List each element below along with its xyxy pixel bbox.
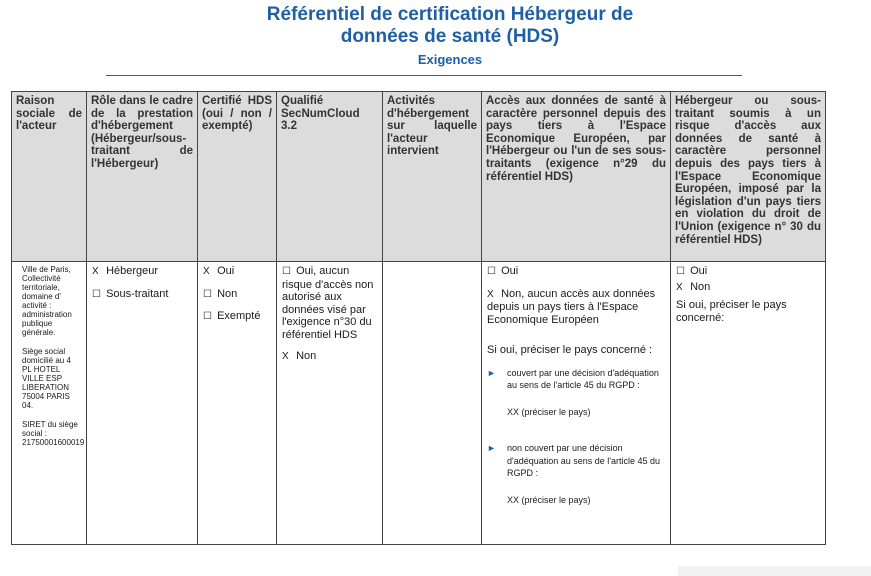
unchecked-box-icon: ☐ [676,266,685,277]
title-divider [106,75,742,76]
header-actor: Raison sociale de l'acteur [12,92,87,262]
option-label: Exempté [217,310,261,322]
checked-box-icon: X [282,351,289,362]
checked-box-icon: X [676,281,683,293]
cell-third-country-access [482,262,671,545]
option-label: Non, aucun accès aux données depuis un pays tiers à l'Espace Economique Européen [487,287,656,326]
certified-option-oui[interactable] [203,265,271,279]
option-label: Non [296,350,317,362]
secnum-option-oui[interactable] [282,265,377,341]
actor-siret: SIRET du siège social : 21750001600019 [22,420,85,447]
unchecked-box-icon: ☐ [203,288,212,300]
option-label: Oui [501,265,519,277]
certified-option-exempte[interactable] [203,310,271,324]
requirements-table [11,91,826,545]
option-label: Oui [217,265,235,277]
role-option-sous-traitant[interactable] [92,288,192,302]
unchecked-box-icon: ☐ [487,266,496,277]
risk-option-non[interactable] [676,281,820,295]
option-label: Sous-traitant [106,287,169,300]
risk-country-note: Si oui, préciser le pays concerné: [676,299,787,324]
arrow-bullet-icon: ► [487,367,496,378]
role-option-hebergeur[interactable] [92,265,192,279]
arrow-bullet-icon: ► [487,443,496,453]
country-placeholder[interactable]: XX (préciser le pays) [507,494,591,505]
certified-option-non[interactable] [203,288,271,302]
option-label: Non [690,280,711,293]
access-bullet-adequate [487,367,665,419]
secnum-option-non[interactable] [282,350,377,364]
option-label: Oui [690,265,708,277]
bullet-text: non couvert par une décision d'adéquation au sens de l'article 45 du RGPD : [507,443,661,478]
checked-box-icon: X [92,266,99,277]
page-corner-shade [678,566,871,576]
cell-third-country-risk [671,262,826,545]
unchecked-box-icon: ☐ [92,288,101,300]
unchecked-box-icon: ☐ [282,266,291,277]
country-placeholder[interactable]: XX (préciser le pays) [507,406,591,417]
cell-secnumcloud [277,262,383,545]
option-label: Non [217,287,238,300]
cell-actor [12,262,87,545]
header-third-country-access: Accès aux données de santé à caractère personnel depuis des pays tiers à l'Espace Economique Européen, par l'Hébergeur ou l'un de ses sous-traitants (exigence n°29 du référentiel HDS) [482,92,671,262]
cell-role [87,262,198,545]
unchecked-box-icon: ☐ [203,311,212,322]
access-country-note: Si oui, préciser le pays concerné : [487,344,653,356]
actor-address: Siège social domicilié au 4 PL HOTEL VILLE ESP LIBERATION 75004 PARIS 04. [22,347,71,410]
header-certified: Certifié HDS (oui / non / exempté) [198,92,277,262]
option-label: Oui, aucun risque d'accès non autorisé aux données visé par l'exigence n°30 du référentiel HDS [282,265,374,341]
access-bullet-not-adequate [487,442,665,506]
access-option-oui[interactable] [487,265,665,279]
option-label: Hébergeur [106,265,159,277]
cell-certified [198,262,277,545]
checked-box-icon: X [203,266,210,277]
header-third-country-risk: Hébergeur ou sous-traitant soumis à un risque d'accès aux données de santé à caractère personnel depuis des pays tiers à l'Espace Economique Européen, imposé par la législation d'un pays tiers en violation du droit de l'Union (exigence n° 30 du référentiel HDS) [671,92,826,262]
table-header-row [12,92,826,262]
header-activities: Activités d'hébergement sur laquelle l'acteur intervient [383,92,482,262]
checked-box-icon: X [487,288,494,300]
header-secnumcloud: Qualifié SecNumCloud 3.2 [277,92,383,262]
title-line-2: données de santé (HDS) [340,26,560,47]
title-line-1: Référentiel de certification Hébergeur de [266,4,634,25]
risk-option-oui[interactable] [676,265,820,279]
table-row [12,262,826,545]
actor-identity: Ville de Paris, Collectivité territoriale, domaine d' activité : administration publique générale. [22,265,72,337]
cell-activities [383,262,482,545]
access-option-non[interactable] [487,288,665,327]
header-role: Rôle dans le cadre de la prestation d'hébergement (Hébergeur/sous-traitant de l'Hébergeur) [87,92,198,262]
document-subtitle: Exigences [417,52,483,67]
document-title [0,4,871,48]
bullet-text: couvert par une décision d'adéquation au sens de l'article 45 du RGPD : [507,367,659,390]
